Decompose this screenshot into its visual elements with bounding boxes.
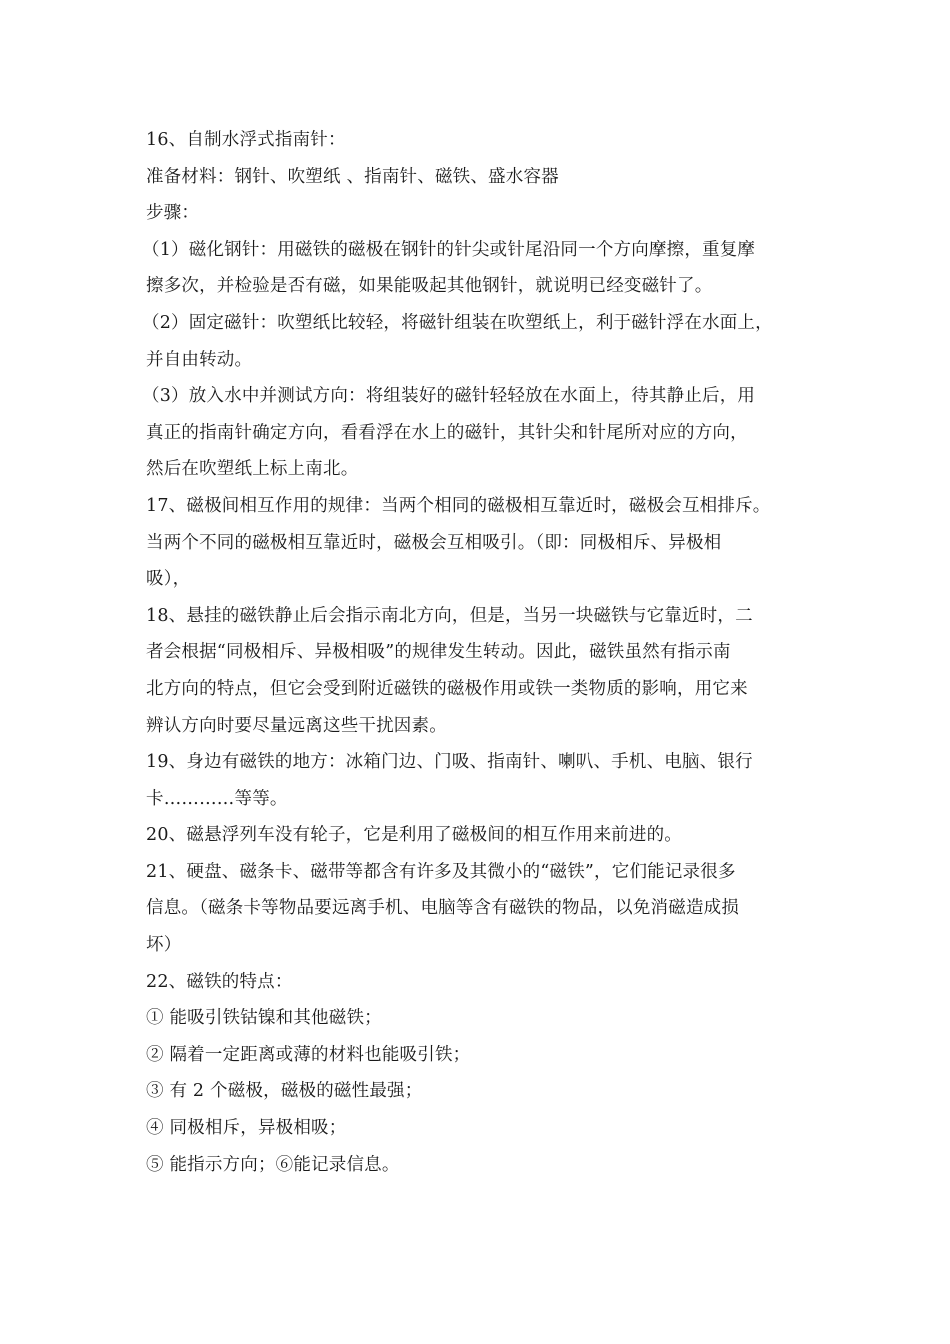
item-18-line-4: 辨认方向时要尽量远离这些干扰因素。 [146, 715, 447, 736]
item-18-line-1: 18、悬挂的磁铁静止后会指示南北方向，但是，当另一块磁铁与它靠近时，二 [146, 605, 753, 626]
item-17-line-2: 当两个不同的磁极相互靠近时，磁极会互相吸引。（即：同极相斥、异极相 [146, 532, 722, 553]
feature-2: ② 隔着一定距离或薄的材料也能吸引铁； [146, 1044, 471, 1065]
materials-line: 准备材料：钢针、吹塑纸 、指南针、磁铁、盛水容器 [146, 166, 559, 187]
step-3-line-3: 然后在吹塑纸上标上南北。 [146, 459, 359, 480]
feature-4: ④ 同极相斥，异极相吸； [146, 1118, 347, 1139]
item-21-line-1: 21、硬盘、磁条卡、磁带等都含有许多及其微小的“磁铁”，它们能记录很多 [146, 861, 736, 882]
document-body [142, 122, 836, 1183]
item-17-line-3: 吸）， [146, 569, 191, 590]
step-1-line-1: （1）磁化钢针：用磁铁的磁极在钢针的针尖或针尾沿同一个方向摩擦，重复摩 [142, 239, 756, 260]
item-21-line-3: 坏） [146, 935, 182, 956]
item-19-line-2: 卡…………等等。 [146, 788, 288, 809]
item-18-line-2: 者会根据“同极相斥、异极相吸”的规律发生转动。因此，磁铁虽然有指示南 [146, 642, 731, 663]
item-19-line-1: 19、身边有磁铁的地方：冰箱门边、门吸、指南针、喇叭、手机、电脑、银行 [146, 752, 753, 773]
item-18-line-3: 北方向的特点，但它会受到附近磁铁的磁极作用或铁一类物质的影响，用它来 [146, 678, 748, 699]
step-2-line-2: 并自由转动。 [146, 349, 253, 370]
item-20-line-1: 20、磁悬浮列车没有轮子，它是利用了磁极间的相互作用来前进的。 [146, 825, 682, 846]
feature-5-6: ⑤ 能指示方向；⑥能记录信息。 [146, 1154, 400, 1175]
step-2-line-1: （2）固定磁针：吹塑纸比较轻，将磁针组装在吹塑纸上，利于磁针浮在水面上， [142, 312, 773, 333]
steps-label: 步骤： [146, 203, 200, 224]
item-21-line-2: 信息。（磁条卡等物品要远离手机、电脑等含有磁铁的物品，以免消磁造成损 [146, 898, 740, 919]
heading-22: 22、磁铁的特点： [146, 971, 293, 992]
step-3-line-1: （3）放入水中并测试方向：将组装好的磁针轻轻放在水面上，待其静止后，用 [142, 386, 756, 407]
item-17-line-1: 17、磁极间相互作用的规律：当两个相同的磁极相互靠近时，磁极会互相排斥。 [146, 495, 771, 516]
heading-16: 16、自制水浮式指南针： [146, 130, 346, 150]
step-1-line-2: 擦多次，并检验是否有磁，如果能吸起其他钢针，就说明已经变磁针了。 [146, 276, 713, 297]
feature-1: ① 能吸引铁钴镍和其他磁铁； [146, 1008, 382, 1029]
step-3-line-2: 真正的指南针确定方向，看看浮在水上的磁针，其针尖和针尾所对应的方向， [146, 422, 748, 443]
feature-3: ③ 有 2 个磁极，磁极的磁性最强； [146, 1081, 423, 1102]
